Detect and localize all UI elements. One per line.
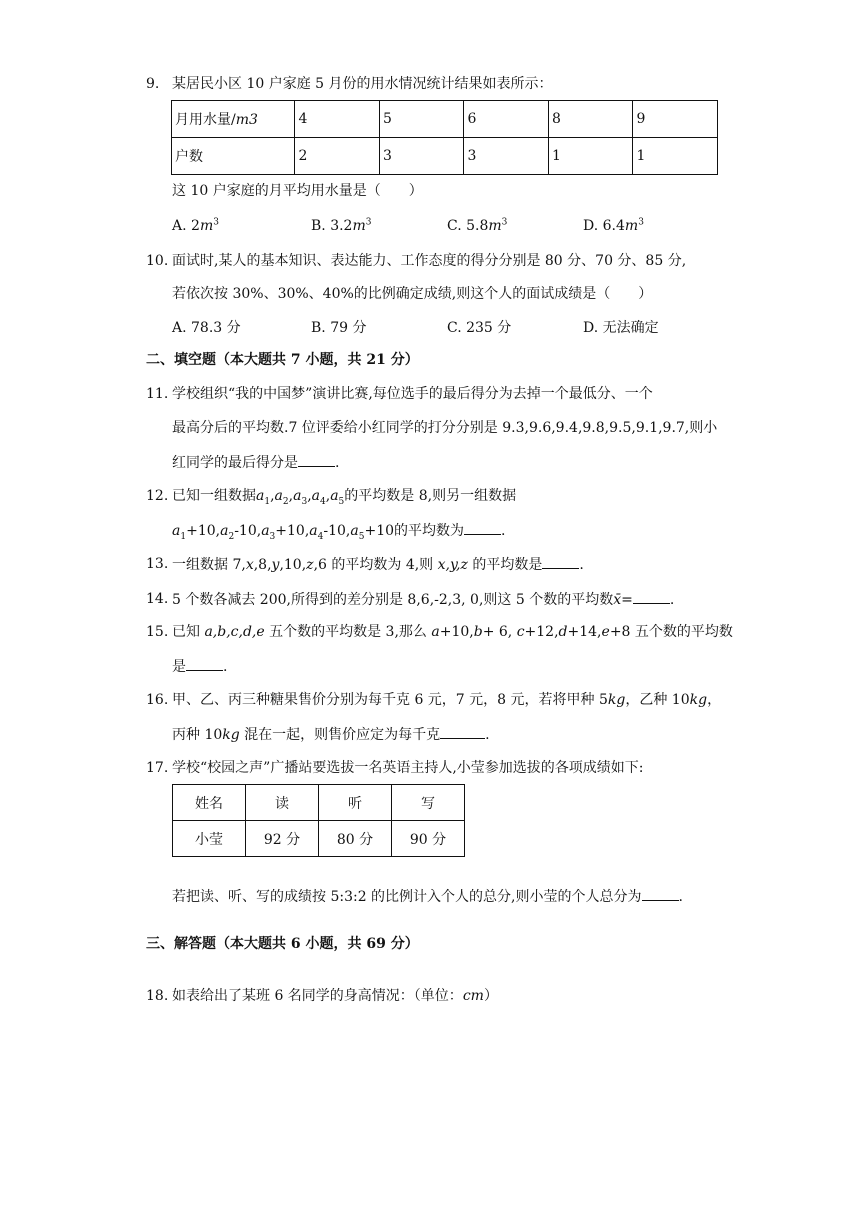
q17-text: 若把读、听、写的成绩按 5:3:2 的比例计入个人的总分,则小莹的个人总分为 <box>172 889 642 905</box>
q15-line1 <box>172 622 733 642</box>
q15-text: 已知 <box>172 624 205 640</box>
q18-text: 如表给出了某班 6 名同学的身高情况：（单位： <box>172 988 463 1004</box>
period: . <box>501 523 506 539</box>
option-exponent: 3 <box>638 217 644 228</box>
q10-line2: 若依次按 30%、30%、40%的比例确定成绩,则这个人的面试成绩是（ ） <box>172 286 653 302</box>
unit-label: m3 <box>235 112 258 128</box>
table-cell: 3 <box>464 138 549 175</box>
option-value: 3.2 <box>330 218 353 234</box>
subscript: 3 <box>269 531 276 542</box>
table-cell <box>172 101 295 138</box>
var-z: z <box>306 557 314 573</box>
row-label: 月用水量/ <box>175 112 236 128</box>
answer-blank[interactable] <box>186 656 223 671</box>
water-usage-table <box>171 100 718 175</box>
q16-line2 <box>172 724 490 745</box>
q10-option-d[interactable]: D. 无法确定 <box>583 320 659 336</box>
unit-kg: kg <box>607 692 626 708</box>
table-header-cell: 读 <box>245 785 318 821</box>
q18-text: ） <box>483 988 498 1004</box>
comma: , <box>325 488 331 504</box>
q9-option-c[interactable] <box>447 216 507 236</box>
q15-line2 <box>172 656 227 677</box>
q17-number: 17. <box>146 760 169 776</box>
period: . <box>223 659 228 675</box>
table-row <box>173 785 465 821</box>
q12-text: 的平均数为 <box>394 523 465 539</box>
q13-text: 一组数据 7, <box>172 557 246 573</box>
var-a: a <box>172 523 181 539</box>
q15-text: +14, <box>567 624 602 640</box>
subscript: 1 <box>180 531 187 542</box>
q17-after <box>172 886 683 907</box>
q9-option-a[interactable] <box>172 216 219 236</box>
mean-symbol: x̄ <box>613 592 622 608</box>
period: . <box>669 592 675 608</box>
table-cell: 3 <box>379 138 464 175</box>
var-y: y <box>271 557 280 573</box>
table-row <box>172 138 718 175</box>
q13-number: 13. <box>146 556 169 572</box>
q15-text: 五个数的平均数是 3,那么 <box>264 624 432 640</box>
subscript: 4 <box>317 531 324 542</box>
var-a: a <box>330 488 339 504</box>
var-e: e <box>601 624 610 640</box>
q10-option-c[interactable]: C. 235 分 <box>447 320 512 336</box>
var-a: a <box>350 523 359 539</box>
q15-text: +12, <box>524 624 559 640</box>
table-row <box>172 101 718 138</box>
q16-text: ， <box>707 692 722 708</box>
q15-text: 是 <box>172 659 186 675</box>
subscript: 2 <box>282 496 289 507</box>
unit-cm: cm <box>462 988 484 1004</box>
q9-stem: 某居民小区 10 户家庭 5 月份的用水情况统计结果如表所示： <box>172 76 553 92</box>
q15-text: +10, <box>439 624 474 640</box>
operator: +10, <box>186 523 221 539</box>
var-a: a <box>431 624 440 640</box>
unit-kg: kg <box>689 692 708 708</box>
option-label: C. <box>447 218 462 234</box>
table-cell: 户数 <box>172 138 295 175</box>
option-value: 5.8 <box>466 218 489 234</box>
option-unit: m <box>352 218 366 234</box>
table-cell: 2 <box>295 138 380 175</box>
q11-number: 11. <box>146 386 169 402</box>
var-a: a <box>309 523 318 539</box>
q13-text: ,6 的平均数为 4,则 <box>313 557 438 573</box>
q18-number: 18. <box>146 988 169 1004</box>
var-x: x <box>245 557 254 573</box>
table-cell: 90 分 <box>391 821 464 857</box>
option-exponent: 3 <box>213 217 219 228</box>
q11-line2: 最高分后的平均数.7 位评委给小红同学的打分分别是 9.3,9.6,9.4,9.8,9.5,9.1,9.7,则小 <box>172 420 718 436</box>
q12-number: 12. <box>146 488 169 504</box>
answer-blank[interactable] <box>542 554 579 569</box>
section-heading-solve: 三、解答题（本大题共 6 小题，共 69 分） <box>146 936 419 952</box>
q9-option-b[interactable] <box>311 216 371 236</box>
period: . <box>335 455 340 471</box>
q14-text: 5 个数各减去 200,所得到的差分别是 8,6,-2,3, 0,则这 5 个数的平均数 <box>172 592 614 608</box>
q10-option-b[interactable]: B. 79 分 <box>311 320 367 336</box>
operator: -10, <box>234 523 262 539</box>
option-value: 2 <box>191 218 200 234</box>
operator: +10 <box>364 523 395 539</box>
q14-line <box>172 589 674 610</box>
q9-question: 这 10 户家庭的月平均用水量是（ ） <box>172 183 423 199</box>
q11-line1: 学校组织“我的中国梦”演讲比赛,每位选手的最后得分为去掉一个最低分、一个 <box>172 386 653 402</box>
answer-blank[interactable] <box>642 886 679 901</box>
period: . <box>485 727 490 743</box>
operator: +10, <box>275 523 310 539</box>
table-cell: 5 <box>379 101 464 138</box>
option-value: 6.4 <box>602 218 625 234</box>
var-a: a <box>220 523 229 539</box>
subscript: 5 <box>338 496 345 507</box>
subscript: 1 <box>264 496 271 507</box>
table-cell: 1 <box>633 138 718 175</box>
option-unit: m <box>488 218 502 234</box>
q13-line <box>172 554 584 575</box>
q18-line <box>172 986 498 1006</box>
period: . <box>678 889 683 905</box>
equals: = <box>621 592 633 608</box>
comma: , <box>307 488 312 504</box>
q12-text: 已知一组数据 <box>172 488 256 504</box>
answer-blank[interactable] <box>464 520 501 535</box>
table-cell: 9 <box>633 101 718 138</box>
q9-number: 9. <box>146 76 160 92</box>
subscript: 3 <box>301 496 308 507</box>
var-a: a <box>274 488 283 504</box>
var-a: a <box>261 523 270 539</box>
table-cell: 8 <box>548 101 633 138</box>
score-table <box>172 784 465 857</box>
option-label: B. <box>311 218 326 234</box>
answer-blank[interactable] <box>298 452 335 467</box>
q10-line1: 面试时,某人的基本知识、表达能力、工作态度的得分分别是 80 分、70 分、85 分, <box>172 253 687 269</box>
option-exponent: 3 <box>501 217 508 228</box>
var-d: d <box>558 624 568 640</box>
var-a: a <box>311 488 320 504</box>
q11-line3 <box>172 452 339 473</box>
option-unit: m <box>199 218 214 234</box>
var-a: a <box>293 488 302 504</box>
q16-text: ，乙种 10 <box>625 692 690 708</box>
table-cell: 6 <box>464 101 549 138</box>
q11-text: 红同学的最后得分是 <box>172 455 298 471</box>
q15-text: + 6, <box>482 624 517 640</box>
period: . <box>579 557 584 573</box>
table-header-cell: 听 <box>318 785 391 821</box>
q16-line1 <box>172 690 721 710</box>
table-cell: 4 <box>295 101 380 138</box>
q16-number: 16. <box>146 692 169 708</box>
answer-blank[interactable] <box>633 589 670 604</box>
q16-text: 甲、乙、丙三种糖果售价分别为每千克 6 元，7 元，8 元，若将甲种 5 <box>172 692 608 708</box>
subscript: 2 <box>228 531 235 542</box>
q10-option-a[interactable]: A. 78.3 分 <box>172 320 241 336</box>
comma: , <box>288 488 294 504</box>
q13-text: ,8, <box>253 557 272 573</box>
q9-option-d[interactable] <box>583 216 644 236</box>
var-list: a,b,c,d,e <box>204 624 265 640</box>
answer-blank[interactable] <box>440 724 485 739</box>
subscript: 5 <box>358 531 365 542</box>
q12-line2 <box>172 520 505 541</box>
option-label: A. <box>172 218 187 234</box>
var-xyz: x,y,z <box>437 557 468 573</box>
var-a: a <box>256 488 265 504</box>
table-header-cell: 写 <box>391 785 464 821</box>
q10-number: 10. <box>146 253 169 269</box>
var-c: c <box>516 624 525 640</box>
q15-text: +8 五个数的平均数 <box>609 624 733 640</box>
q12-text: 的平均数是 8,则另一组数据 <box>344 488 517 504</box>
table-cell: 1 <box>548 138 633 175</box>
table-cell: 92 分 <box>245 821 318 857</box>
unit-kg: kg <box>222 727 240 743</box>
q13-text: 的平均数是 <box>467 557 543 573</box>
table-row <box>173 821 465 857</box>
section-heading-fill-in: 二、填空题（本大题共 7 小题，共 21 分） <box>146 352 419 368</box>
operator: -10, <box>323 523 351 539</box>
option-unit: m <box>624 218 639 234</box>
q16-text: 混在一起，则售价应定为每千克 <box>239 727 441 743</box>
table-cell: 80 分 <box>318 821 391 857</box>
q12-line1 <box>172 486 516 506</box>
comma: , <box>270 488 275 504</box>
q13-text: ,10, <box>279 557 307 573</box>
table-cell: 小莹 <box>173 821 246 857</box>
option-exponent: 3 <box>365 217 372 228</box>
q14-number: 14. <box>146 591 169 607</box>
q17-stem: 学校“校园之声”广播站要选拔一名英语主持人,小莹参加选拔的各项成绩如下: <box>172 760 644 776</box>
table-header-cell: 姓名 <box>173 785 246 821</box>
subscript: 4 <box>320 496 326 507</box>
option-label: D. <box>583 218 599 234</box>
q15-number: 15. <box>146 624 169 640</box>
q16-text: 丙种 10 <box>172 727 223 743</box>
var-b: b <box>473 624 483 640</box>
